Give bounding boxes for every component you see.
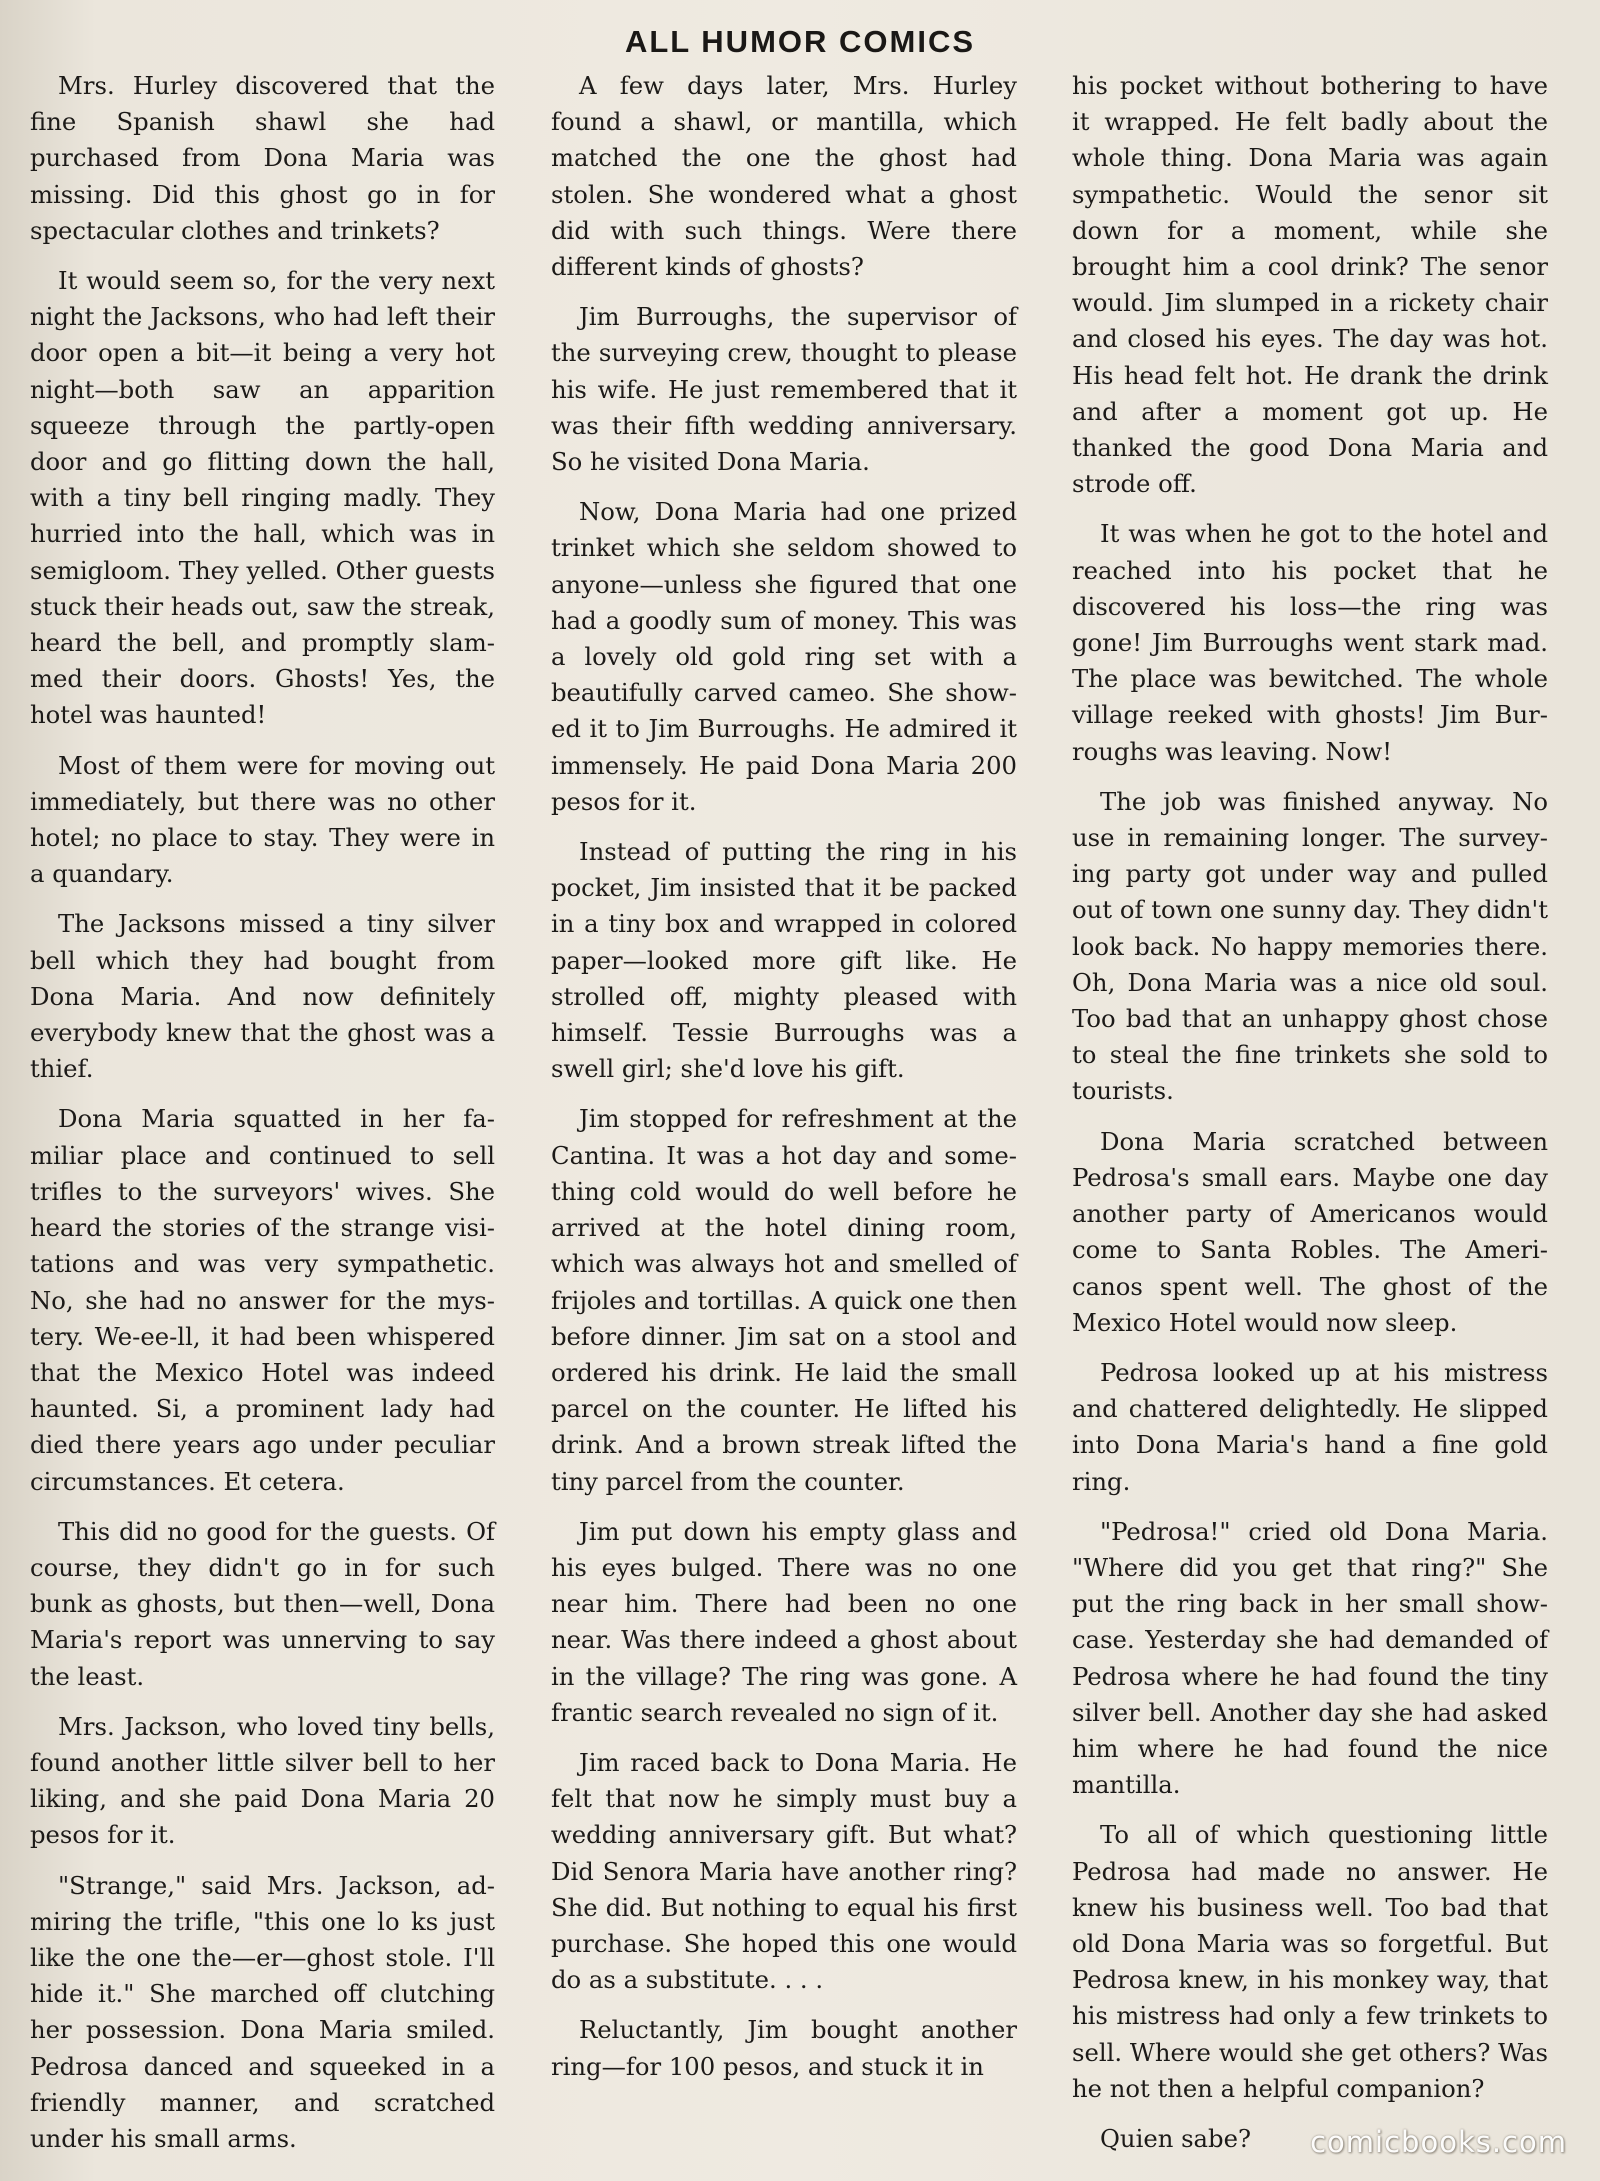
paragraph: Jim stopped for refreshment at the Cantina. It was a hot day and something cold would do well before he arrived at the hotel dining room, which was always hot and smelled of frijoles and tortillas. A quick one then before dinner. Jim sat on a stool and ordered his drink. He laid the small parcel on the counter. He lifted his drink. And a brown streak lifted the tiny parcel from the counter. [551,1104,1017,1496]
paragraph: "Pedrosa!" cried old Dona Maria. "Where did you get that ring?" She put the ring back in her small showcase. Yesterday she had demanded of Pedrosa where he had found the tiny silver bell. Another day she had asked him where he had found the nice mantilla. [1072,1516,1548,1800]
paragraph: Mrs. Hurley discovered that the fine Spanish shawl she had purchased from Dona Maria was missing. Did this ghost go in for spectacular clothes and trinkets? [30,71,495,245]
paragraph: Dona Maria squatted in her familiar place and continued to sell trifles to the surveyors' wives. She heard the stories of the strange visitations and was very sympathetic. No, she had no answer for the mystery. We-ee-ll, it had been whispered that the Mexico Hotel was indeed haunted. Si, a prominent lady had died there years ago under peculiar circumstances. Et cetera. [30,1104,495,1496]
paragraph: To all of which questioning little Pedrosa had made no answer. He knew his business well. Too bad that old Dona Maria was so forgetful. But Pedrosa knew, in his monkey way, that his mistress had only a few trinkets to sell. Where would she get others? Was he not then a helpful companion? [1072,1820,1548,2103]
paragraph: his pocket without bothering to have it wrapped. He felt badly about the whole thing. Dona Maria was again sympathetic. Would the senor sit down for a moment, while she brought him a cool drink? The senor would. Jim slumped in a rickety chair and closed his eyes. The day was hot. His head felt hot. He drank the drink and after a moment got up. He thanked the good Dona Maria and strode off. [1072,71,1548,499]
paragraph: Mrs. Jackson, who loved tiny bells, found another little silver bell to her liking, and she paid Dona Maria 20 pesos for it. [30,1711,495,1850]
page-header-title: ALL HUMOR COMICS [624,24,976,59]
site-watermark: comicbooks.com [1310,2125,1567,2159]
text-column-2 [551,68,1017,2099]
paragraph: Dona Maria scratched between Pedrosa's small ears. Maybe one day another party of Americanos would come to Santa Robles. The Americanos spent well. The ghost of the Mexico Hotel would now sleep. [1072,1126,1548,1337]
paragraph: It would seem so, for the very next night the Jacksons, who had left their door open a bit—it being a very hot night—both saw an apparition squeeze through the partly-open door and go flitting down the hall, with a tiny bell ringing madly. They hurried into the hall, which was in semigloom. They yelled. Other guests stuck their heads out, saw the streak, heard the bell, and promptly slammed their doors. Ghosts! Yes, the hotel was haunted! [30,266,495,730]
paragraph: "Strange," said Mrs. Jackson, admiring the trifle, "this one lo ks just like the one the—er—ghost stole. I'll hide it." She marched off clutching her possession. Dona Maria smiled. Pedrosa danced and squeeked in a friendly manner, and scratched under his small arms. [30,1870,495,2153]
paragraph: Jim put down his empty glass and his eyes bulged. There was no one near him. There had been no one near. Was there indeed a ghost about in the village? The ring was gone. A frantic search revealed no sign of it. [551,1516,1017,1727]
text-column-1 [30,68,495,2171]
paragraph: Pedrosa looked up at his mistress and chattered delightedly. He slipped into Dona Maria's hand a fine gold ring. [1072,1357,1548,1496]
text-column-3 [1072,68,1548,2171]
paragraph: The job was finished anyway. No use in remaining longer. The surveying party got under way and pulled out of town one sunny day. They didn't look back. No happy memories there. Oh, Dona Maria was a nice old soul. Too bad that an unhappy ghost chose to steal the fine trinkets she sold to tourists. [1072,786,1548,1106]
paragraph: Most of them were for moving out immediately, but there was no other hotel; no place to stay. They were in a quandary. [30,750,495,889]
paragraph: It was when he got to the hotel and reached into his pocket that he discovered his loss—the ring was gone! Jim Burroughs went stark mad. The place was bewitched. The whole village reeked with ghosts! Jim Burroughs was leaving. Now! [1072,519,1548,766]
paragraph: Quien sabe? [1100,2123,1252,2153]
paragraph: Reluctantly, Jim bought another ring—for 100 pesos, and stuck it in [551,2015,1017,2081]
paragraph: Jim raced back to Dona Maria. He felt that now he simply must buy a wedding anniversary gift. But what? Did Senora Maria have another ring? She did. But nothing to equal his first purchase. She hoped this one would do as a substitute. . . . [551,1747,1017,1995]
paragraph: Now, Dona Maria had one prized trinket which she seldom showed to anyone—unless she figured that one had a goodly sum of money. This was a lovely old gold ring set with a beautifully carved cameo. She showed it to Jim Burroughs. He admired it immensely. He paid Dona Maria 200 pesos for it. [551,497,1017,816]
paragraph: Jim Burroughs, the supervisor of the surveying crew, thought to please his wife. He just remembered that it was their fifth wedding anniversary. So he visited Dona Maria. [551,302,1017,477]
paragraph: This did no good for the guests. Of course, they didn't go in for such bunk as ghosts, but then—well, Dona Maria's report was unnerving to say the least. [30,1516,495,1691]
paragraph: The Jacksons missed a tiny silver bell which they had bought from Dona Maria. And now definitely everybody knew that the ghost was a thief. [30,909,495,1084]
paragraph: Instead of putting the ring in his pocket, Jim insisted that it be packed in a tiny box and wrapped in colored paper—looked more gift like. He strolled off, mighty pleased with himself. Tessie Burroughs was a swell girl; she'd love his gift. [551,837,1017,1084]
paragraph: A few days later, Mrs. Hurley found a shawl, or mantilla, which matched the one the ghost had stolen. She wondered what a ghost did with such things. Were there different kinds of ghosts? [551,71,1017,282]
